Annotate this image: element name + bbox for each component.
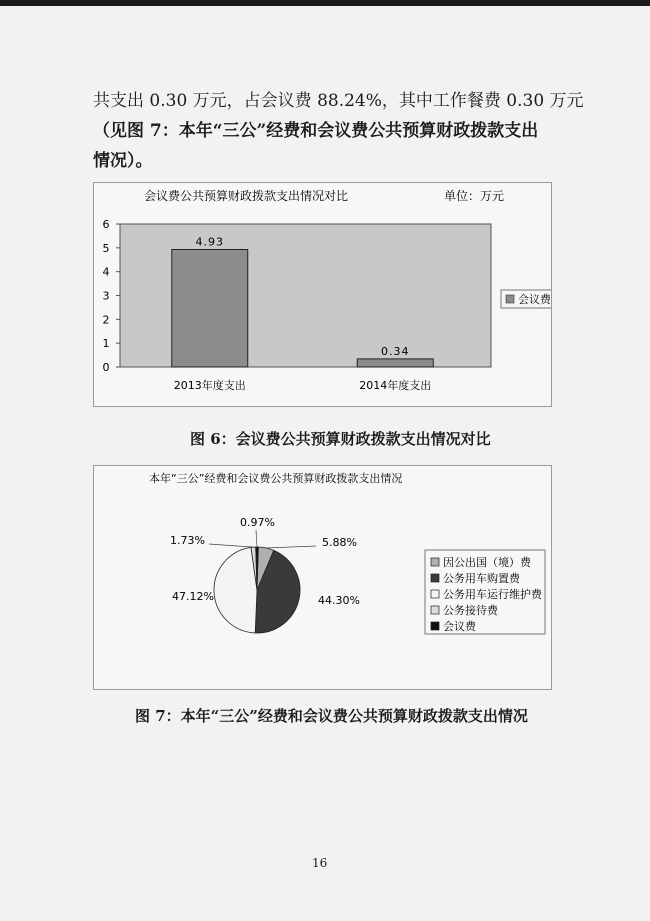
legend-label: 会议费 [443, 620, 476, 633]
pie-chart [94, 466, 551, 689]
bar-chart-title: 会议费公共预算财政拨款支出情况对比 [144, 189, 349, 203]
y-tick-label: 2 [102, 313, 110, 327]
y-tick-label: 4 [102, 265, 110, 279]
x-category-label: 2013年度支出 [173, 379, 246, 392]
figure-6-caption: 图 6：会议费公共预算财政拨款支出情况对比 [190, 430, 491, 448]
legend-swatch [431, 622, 439, 630]
legend-label: 因公出国（境）费 [443, 556, 531, 569]
x-category-label: 2014年度支出 [359, 379, 432, 392]
paragraph-line-3: 情况）。 [93, 151, 153, 171]
legend-swatch [431, 590, 439, 598]
legend-label-meeting: 会议费 [518, 293, 551, 306]
legend-label: 公务用车运行维护费 [443, 588, 542, 601]
bar-chart-frame [93, 182, 552, 407]
pie-slice-label: 0.97% [240, 516, 275, 529]
pie-slice-3 [214, 547, 257, 633]
y-tick-label: 5 [102, 241, 110, 255]
scan-top-border [0, 0, 650, 6]
pie-leader-line [209, 544, 253, 547]
pie-leader-line [256, 530, 257, 547]
bar-1 [172, 250, 248, 367]
y-tick-label: 3 [102, 289, 110, 303]
y-tick-label: 0 [102, 361, 110, 374]
legend-swatch-meeting [506, 295, 514, 303]
body-paragraph [93, 86, 584, 176]
pie-chart-frame [93, 465, 552, 690]
legend-swatch [431, 574, 439, 582]
paragraph-line-2: （见图 7：本年“三公”经费和会议费公共预算财政拨款支出 [93, 121, 539, 141]
pie-slice-label: 44.30% [318, 594, 360, 607]
y-tick-label: 1 [102, 337, 110, 351]
figure-7-caption: 图 7：本年“三公”经费和会议费公共预算财政拨款支出情况 [135, 707, 528, 725]
legend-label: 公务接待费 [443, 604, 498, 617]
y-tick-label: 6 [102, 218, 110, 231]
page-number: 16 [312, 856, 328, 870]
pie-slice-label: 5.88% [322, 536, 357, 549]
bar-legend [501, 290, 551, 308]
legend-swatch [431, 558, 439, 566]
legend-swatch [431, 606, 439, 614]
bar-chart-unit-label: 单位：万元 [444, 189, 505, 203]
paragraph-line-1: 共支出 0.30 万元，占会议费 88.24%，其中工作餐费 0.30 万元 [93, 91, 584, 111]
bar-2 [357, 359, 433, 367]
bar-chart [94, 183, 551, 406]
pie-slice-label: 1.73% [170, 534, 205, 547]
pie-leader-line [266, 546, 316, 548]
pie-slice-label: 47.12% [172, 590, 214, 603]
legend-label: 公务用车购置费 [443, 572, 520, 585]
bar-data-label: 4.93 [195, 235, 224, 249]
bar-data-label: 0.34 [381, 344, 410, 358]
pie-chart-title: 本年“三公”经费和会议费公共预算财政拨款支出情况 [149, 472, 403, 485]
